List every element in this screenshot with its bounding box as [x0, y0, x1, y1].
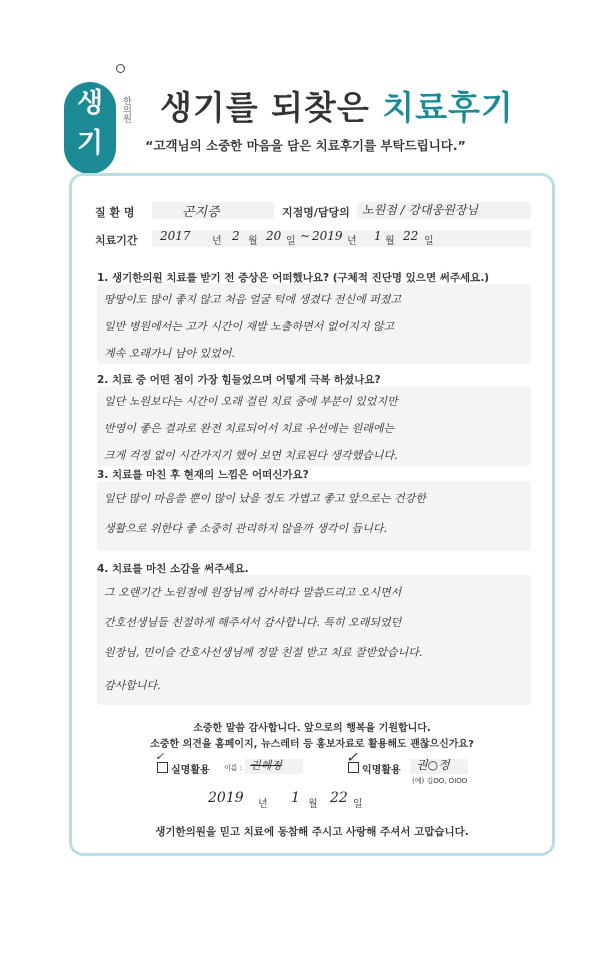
question-1-label: 1. 생기한의원 치료를 받기 전 증상은 어떠했나요? (구체적 진단명 있으면 써주세요.) [97, 272, 490, 284]
branch-label: 지점명/담당의 [282, 206, 350, 219]
date-day: 22 [330, 790, 348, 806]
footer-message: 생기한의원을 믿고 치료에 동참해 주시고 사랑해 주셔서 고맙습니다. [155, 826, 469, 838]
question-2-label: 2. 치료 중 어떤 점이 가장 힘들었으며 어떻게 극복 하셨나요? [97, 374, 381, 386]
answer-4-line-2: 간호선생님들 친절하게 해주셔서 감사합니다. 특히 오래되었던 [104, 616, 402, 629]
name-small-label: 이름 : [224, 764, 243, 772]
answer-4-line-4: 감사합니다. [104, 679, 161, 692]
answer-2-line-3: 크게 걱정 없이 시간가지기 했어 보면 치료된다 생각했습니다. [104, 449, 398, 462]
period-separator: ~ [300, 229, 311, 243]
branch-value: 노원점 / 강대웅원장님 [362, 203, 479, 217]
start-day: 20 [266, 229, 282, 243]
end-day-unit: 일 [424, 236, 434, 247]
end-year: 2019 [312, 229, 343, 243]
date-year-unit: 년 [258, 799, 268, 810]
answer-4-line-3: 원장님, 민이슬 간호사선생님께 정말 친절 받고 치료 잘받았습니다. [104, 646, 423, 659]
answer-3-line-2: 생활으로 위한다 좋 소중히 관리하지 않을까 생각이 듭니다. [104, 522, 387, 535]
question-4-label: 4. 치료를 마친 소감을 써주세요. [97, 563, 249, 575]
page-title [160, 82, 514, 129]
disease-label: 질 환 명 [95, 206, 135, 219]
title-main: 생기를 되찾은 [160, 88, 383, 127]
logo-subtext: 한의원 [121, 96, 131, 123]
start-year: 2017 [160, 229, 191, 243]
consent-line-1: 소중한 말씀 감사합니다. 앞으로의 행복을 기원합니다. [193, 723, 431, 734]
end-day: 22 [403, 229, 419, 243]
anonymous-label: 익명활용 [362, 765, 401, 776]
answer-2-line-1: 일단 노원보다는 시간이 오래 걸린 치료 중에 부분이 있었지만 [104, 395, 398, 408]
logo-dot-icon [116, 64, 125, 73]
real-name-checkbox[interactable] [157, 762, 168, 773]
page-subtitle: “고객님의 소중한 마음을 담은 치료후기를 부탁드립니다.” [145, 138, 466, 153]
end-month: 1 [374, 229, 382, 243]
disease-value: 곤지증 [182, 205, 220, 220]
end-month-unit: 월 [385, 236, 395, 247]
start-month: 2 [232, 229, 240, 243]
answer-1-line-1: 땅땅이도 많이 좋지 않고 처음 얼굴 턱에 생겼다 전신에 퍼졌고 [104, 293, 402, 306]
real-name-label: 실명활용 [171, 765, 210, 776]
start-year-unit: 년 [212, 236, 222, 247]
logo-text: 생기 [76, 88, 104, 159]
date-day-unit: 일 [353, 799, 363, 810]
answer-1-line-3: 계속 오래가니 남아 있었어. [104, 347, 235, 360]
date-year: 2019 [208, 790, 244, 806]
real-name-value: 권혜정 [250, 759, 282, 772]
real-name-check-mark: ✓ [155, 750, 165, 763]
question-3-label: 3. 치료를 마친 후 현재의 느낌은 어떠신가요? [97, 469, 309, 481]
answer-2-line-2: 반영이 좋은 결과로 완전 치료되어서 치료 우선에는 원래에는 [104, 422, 395, 435]
title-accent: 치료후기 [382, 88, 514, 127]
date-month-unit: 월 [308, 799, 318, 810]
end-year-unit: 년 [347, 236, 357, 247]
consent-line-2: 소중한 의견을 홈페이지, 뉴스레터 등 홍보자료로 활용해도 괜찮으신가요? [150, 739, 474, 750]
answer-1-line-2: 일반 병원에서는 고가 시간이 재발 노출하면서 없어지지 않고 [104, 320, 395, 333]
start-day-unit: 일 [286, 236, 296, 247]
period-label: 치료기간 [95, 234, 138, 247]
anonymous-value: 권○정 [416, 758, 450, 772]
date-month: 1 [291, 790, 300, 806]
anonymous-check-mark: ✓ [346, 750, 358, 766]
start-month-unit: 월 [248, 236, 258, 247]
answer-3-line-1: 일단 많이 마음쓸 뿐이 많이 났을 정도 가볍고 좋고 앞으로는 건강한 [104, 492, 426, 505]
name-example: (예) 김OO, OIOO [412, 777, 468, 785]
answer-4-line-1: 그 오랜기간 노원점에 원장님께 감사하다 말씀드리고 오시면서 [104, 586, 402, 599]
